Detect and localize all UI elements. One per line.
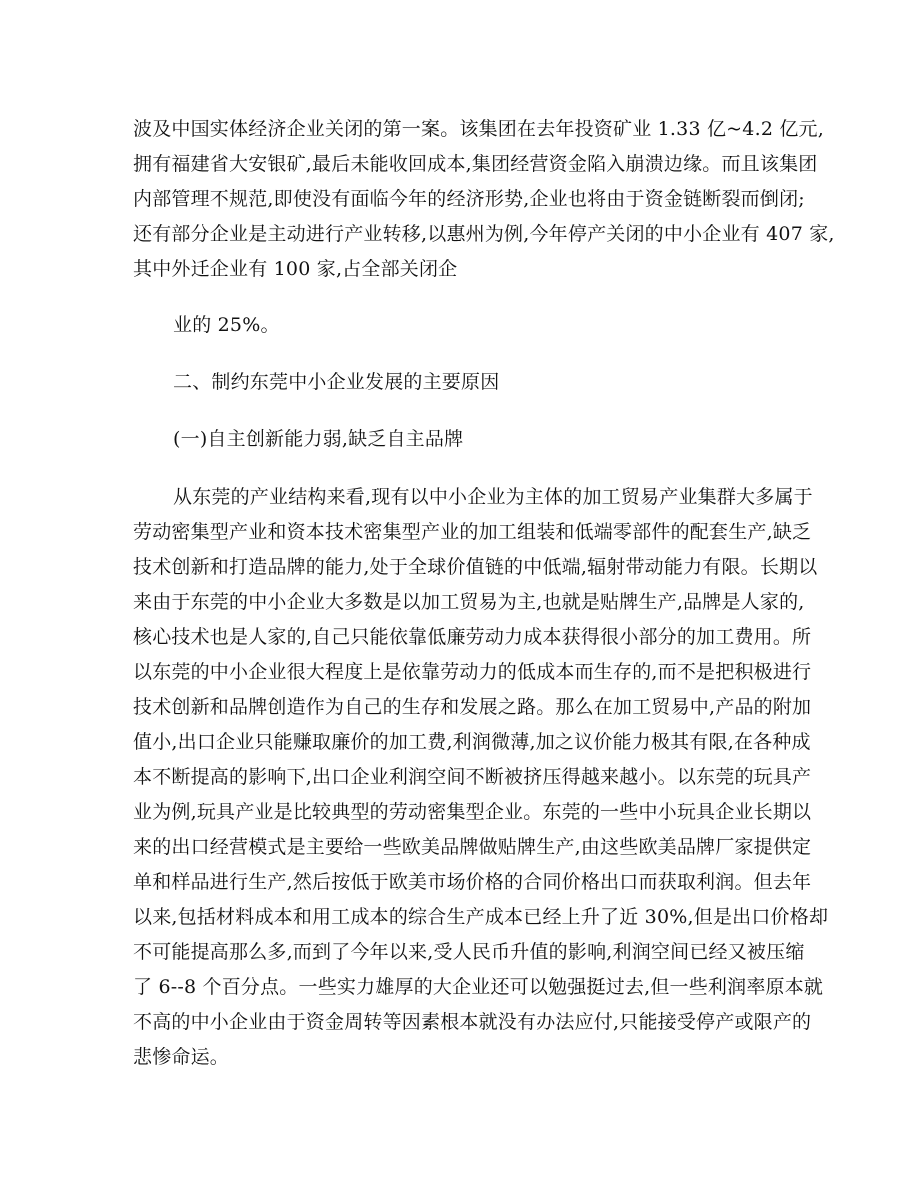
text-line: 还有部分企业是主动进行产业转移,以惠州为例,今年停产关闭的中小企业有 407 家, [133,223,835,245]
paragraph-fragment [133,308,793,343]
text-line: 内部管理不规范,即使没有面临今年的经济形势,企业也将由于资金链断裂而倒闭; [133,188,805,210]
text-line: 从东莞的产业结构来看,现有以中小企业为主体的加工贸易产业集群大多属于 [173,486,813,508]
text-line: 悲惨命运。 [133,1046,230,1068]
text-line: 业为例,玩具产业是比较典型的劳动密集型企业。东莞的一些中小玩具企业长期以 [133,801,812,823]
text-line: 技术创新和打造品牌的能力,处于全球价值链的中低端,辐射带动能力有限。长期以 [133,556,818,578]
text-line: 波及中国实体经济企业关闭的第一案。该集团在去年投资矿业 1.33 亿~4.2 亿元, [133,118,825,140]
subsection-heading [133,422,793,457]
heading-text: (一)自主创新能力弱,缺乏自主品牌 [173,428,464,450]
text-line: 以东莞的中小企业很大程度上是依靠劳动力的低成本而生存的,而不是把积极进行 [133,661,812,683]
text-line: 拥有福建省大安银矿,最后未能收回成本,集团经营资金陷入崩溃边缘。而且该集团 [133,153,818,175]
text-line: 业的 25%。 [173,314,280,336]
text-line: 了 6--8 个百分点。一些实力雄厚的大企业还可以勉强挺过去,但一些利润率原本就 [133,976,824,998]
text-line: 以来,包括材料成本和用工成本的综合生产成本已经上升了近 30%,但是出口价格却 [133,906,829,928]
text-line: 劳动密集型产业和资本技术密集型产业的加工组装和低端零部件的配套生产,缺乏 [133,521,812,543]
text-line: 不可能提高那么多,而到了今年以来,受人民币升值的影响,利润空间已经又被压缩 [133,941,805,963]
text-line: 技术创新和品牌创造作为自己的生存和发展之路。那么在加工贸易中,产品的附加 [133,696,812,718]
text-line: 来由于东莞的中小企业大多数是以加工贸易为主,也就是贴牌生产,品牌是人家的, [133,591,805,613]
text-line: 本不断提高的影响下,出口企业利润空间不断被挤压得越来越小。以东莞的玩具产 [133,766,812,788]
section-heading [133,365,793,400]
paragraph-continuation [133,112,835,287]
body-paragraph [133,480,829,1075]
text-line: 其中外迁企业有 100 家,占全部关闭企 [133,258,458,280]
text-line: 不高的中小企业由于资金周转等因素根本就没有办法应付,只能接受停产或限产的 [133,1011,812,1033]
text-line: 核心技术也是人家的,自己只能依靠低廉劳动力成本获得很小部分的加工费用。所 [133,626,812,648]
text-line: 单和样品进行生产,然后按低于欧美市场价格的合同价格出口而获取利润。但去年 [133,871,812,893]
text-line: 来的出口经营模式是主要给一些欧美品牌做贴牌生产,由这些欧美品牌厂家提供定 [133,836,812,858]
heading-text: 二、制约东莞中小企业发展的主要原因 [173,371,500,393]
text-line: 值小,出口企业只能赚取廉价的加工费,利润微薄,加之议价能力极其有限,在各种成 [133,731,811,753]
